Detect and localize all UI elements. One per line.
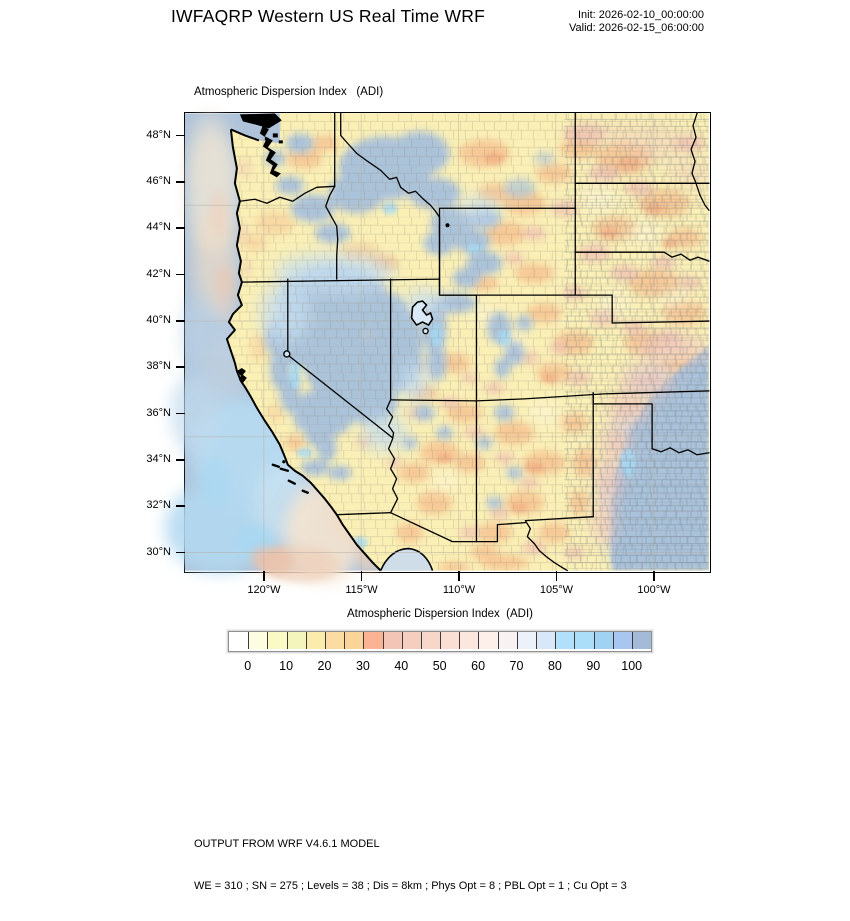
lon-tick: [361, 571, 363, 581]
lat-tick: [176, 320, 185, 322]
colorbar-cell: [517, 632, 536, 649]
colorbar-tick-label: 50: [432, 659, 447, 673]
lat-tick-label: 30°N: [146, 545, 171, 558]
lat-tick-label: 46°N: [146, 174, 171, 187]
lat-tick: [176, 227, 185, 229]
colorbar-tick-label: 30: [355, 659, 370, 673]
run-times: [569, 9, 704, 34]
page-title: IWFAQRP Western US Real Time WRF: [171, 6, 485, 26]
footer-model-line: OUTPUT FROM WRF V4.6.1 MODEL: [194, 838, 380, 850]
lat-tick-label: 38°N: [146, 360, 171, 373]
colorbar-cell: [248, 632, 267, 649]
colorbar-cell: [594, 632, 613, 649]
lat-tick-label: 34°N: [146, 452, 171, 465]
lat-tick-label: 44°N: [146, 221, 171, 234]
colorbar: [228, 631, 652, 652]
colorbar-tick-label: 100: [621, 659, 643, 673]
colorbar-cell: [613, 632, 632, 649]
lon-tick-label: 105°W: [539, 584, 574, 596]
colorbar-tick-label: 10: [279, 659, 294, 673]
colorbar-cell: [498, 632, 517, 649]
colorbar-tick-label: 40: [394, 659, 409, 673]
colorbar-cell: [536, 632, 555, 649]
valid-time: Valid: 2026-02-15_06:00:00: [569, 21, 704, 34]
colorbar-cell: [632, 632, 651, 649]
map-panel-title: Atmospheric Dispersion Index (ADI): [194, 86, 384, 98]
colorbar-cell: [574, 632, 593, 649]
lon-tick-label: 100°W: [637, 584, 671, 596]
lon-tick-label: 115°W: [345, 584, 378, 596]
lat-tick: [176, 413, 185, 415]
colorbar-tick-label: 80: [547, 659, 562, 673]
colorbar-tick-label: 70: [509, 659, 524, 673]
colorbar-cell: [363, 632, 382, 649]
lon-tick: [653, 571, 655, 581]
colorbar-tick-label: 90: [586, 659, 601, 673]
colorbar-cell: [478, 632, 497, 649]
map-canvas: [184, 112, 711, 573]
lat-tick: [176, 552, 185, 554]
colorbar-cell: [267, 632, 286, 649]
lat-tick-label: 42°N: [146, 267, 171, 280]
colorbar-cell: [383, 632, 402, 649]
colorbar-cell: [421, 632, 440, 649]
lat-tick: [176, 274, 185, 276]
lat-tick: [176, 181, 185, 183]
lon-tick-label: 120°W: [247, 584, 281, 596]
lat-tick: [176, 505, 185, 507]
wrf-map-svg: [185, 113, 709, 571]
init-time: Init: 2026-02-10_00:00:00: [578, 9, 704, 21]
lon-tick: [263, 571, 265, 581]
colorbar-cell: [555, 632, 574, 649]
colorbar-cell: [287, 632, 306, 649]
colorbar-cell: [440, 632, 459, 649]
lat-tick-label: 36°N: [146, 406, 171, 419]
lat-tick-label: 32°N: [146, 499, 171, 512]
footer-config-line: WE = 310 ; SN = 275 ; Levels = 38 ; Dis = 8km ; Phys Opt = 8 ; PBL Opt = 1 ; Cu Opt = 3: [194, 880, 627, 892]
lon-tick: [556, 571, 558, 581]
colorbar-title: Atmospheric Dispersion Index (ADI): [347, 608, 533, 620]
lon-tick-label: 110°W: [442, 584, 476, 596]
colorbar-tick-label: 60: [471, 659, 486, 673]
lat-tick-label: 48°N: [146, 128, 171, 141]
colorbar-cell: [344, 632, 363, 649]
colorbar-cell: [306, 632, 325, 649]
colorbar-cell: [459, 632, 478, 649]
lat-tick: [176, 459, 185, 461]
lon-tick: [458, 571, 460, 581]
colorbar-tick-label: 0: [244, 659, 252, 673]
colorbar-cell: [402, 632, 421, 649]
lat-tick: [176, 135, 185, 137]
colorbar-tick-label: 20: [317, 659, 332, 673]
colorbar-cell: [229, 632, 248, 649]
lat-tick: [176, 366, 185, 368]
footer: [194, 809, 627, 921]
colorbar-cell: [325, 632, 344, 649]
lat-tick-label: 40°N: [146, 313, 171, 326]
